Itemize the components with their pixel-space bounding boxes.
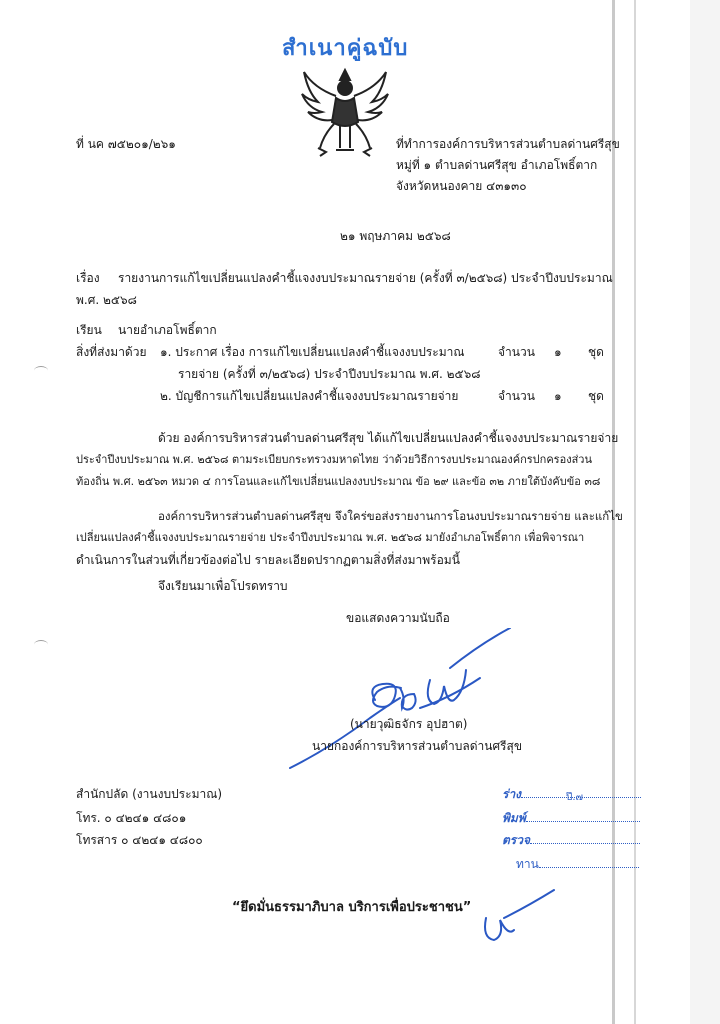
routing-check-label: ตรวจ	[502, 833, 531, 847]
subject-text-cont: พ.ศ. ๒๕๖๘	[76, 293, 137, 307]
office-address-line1: ที่ทำการองค์การบริหารส่วนตำบลด่านศรีสุข	[396, 137, 620, 151]
enclosure-qty-label: จำนวน	[498, 345, 535, 359]
routing-draft-label: ร่าง	[502, 787, 522, 801]
recipient-name: นายอำเภอโพธิ์ตาก	[118, 323, 217, 337]
subject-text: รายงานการแก้ไขเปลี่ยนแปลงคำชี้แจงงบประมาณรายจ่าย (ครั้งที่ ๓/๒๕๖๘) ประจำปีงบประมาณ	[118, 271, 613, 285]
body-paragraph-2-line2: เปลี่ยนแปลงคำชี้แจงงบประมาณรายจ่าย ประจำปีงบประมาณ พ.ศ. ๒๕๖๘ มายังอำเภอโพธิ์ตาก เพื่อพิจารณา	[76, 531, 585, 544]
routing-check-line	[530, 843, 640, 844]
enclosure-qty-label: จำนวน	[498, 389, 535, 403]
enclosure-unit: ชุด	[588, 389, 604, 403]
routing-print	[502, 810, 640, 826]
contact-fax: โทรสาร ๐ ๔๒๔๑ ๔๘๐๐	[76, 833, 203, 847]
recipient-label: เรียน	[76, 323, 102, 337]
contact-office: สำนักปลัด (งานงบประมาณ)	[76, 787, 223, 801]
page-edge-shadow	[690, 0, 720, 1024]
handwritten-signature	[280, 628, 530, 778]
body-paragraph-1-line1: ด้วย องค์การบริหารส่วนตำบลด่านศรีสุข ได้แก้ไขเปลี่ยนแปลงคำชี้แจงงบประมาณรายจ่าย	[158, 431, 619, 445]
routing-review-line	[539, 867, 639, 868]
routing-review-label: ทาน	[516, 857, 539, 871]
routing-check	[502, 832, 640, 848]
enclosure-item-2: ๒. บัญชีการแก้ไขเปลี่ยนแปลงคำชี้แจงงบประมาณรายจ่าย	[160, 389, 459, 403]
garuda-emblem	[300, 66, 390, 162]
enclosure-item-1-cont: รายจ่าย (ครั้งที่ ๓/๒๕๖๘) ประจำปีงบประมาณ พ.ศ. ๒๕๖๘	[178, 367, 481, 381]
enclosure-unit: ชุด	[588, 345, 604, 359]
enclosure-item-1: ๑. ประกาศ เรื่อง การแก้ไขเปลี่ยนแปลงคำชี้แจงงบประมาณ	[160, 345, 465, 359]
enclosure-qty: ๑	[554, 389, 562, 403]
closing-sentence: จึงเรียนมาเพื่อโปรดทราบ	[158, 579, 288, 593]
routing-draft-note: ปึ.๗	[566, 792, 584, 803]
hole-punch-mark	[34, 640, 48, 649]
initials-scribble	[474, 888, 564, 952]
subject-label: เรื่อง	[76, 271, 100, 285]
signatory-name: (นายวุฒิธจักร อุปฮาต)	[350, 717, 468, 731]
office-address-line3: จังหวัดหนองคาย ๔๓๑๓๐	[396, 179, 527, 193]
body-paragraph-2-line1: องค์การบริหารส่วนตำบลด่านศรีสุข จึงใคร่ขอส่งรายงานการโอนงบประมาณรายจ่าย และแก้ไข	[158, 509, 623, 523]
regards-text: ขอแสดงความนับถือ	[346, 611, 450, 625]
enclosures-label: สิ่งที่ส่งมาด้วย	[76, 345, 147, 359]
hole-punch-mark	[34, 366, 48, 375]
office-address-line2: หมู่ที่ ๑ ตำบลด่านศรีสุข อำเภอโพธิ์ตาก	[396, 158, 598, 172]
routing-review	[502, 856, 639, 872]
copy-stamp: สำเนาคู่ฉบับ	[282, 36, 409, 61]
routing-print-label: พิมพ์	[502, 811, 526, 825]
document-number: ที่ นค ๗๕๒๐๑/๒๖๑	[76, 137, 176, 151]
motto: “ยึดมั่นธรรมาภิบาล บริการเพื่อประชาชน”	[232, 900, 472, 915]
routing-print-line	[526, 821, 640, 822]
signatory-position: นายกองค์การบริหารส่วนตำบลด่านศรีสุข	[312, 739, 523, 753]
enclosure-qty: ๑	[554, 345, 562, 359]
document-date: ๒๑ พฤษภาคม ๒๕๖๘	[340, 229, 451, 243]
body-paragraph-2-line3: ดำเนินการในส่วนที่เกี่ยวข้องต่อไป รายละเอียดปรากฏตามสิ่งที่ส่งมาพร้อมนี้	[76, 553, 460, 567]
body-paragraph-1-line2: ประจำปีงบประมาณ พ.ศ. ๒๕๖๘ ตามระเบียบกระทรวงมหาดไทย ว่าด้วยวิธีการงบประมาณองค์กรปกครองส่วน	[76, 453, 592, 466]
body-paragraph-1-line3: ท้องถิ่น พ.ศ. ๒๕๖๓ หมวด ๔ การโอนและแก้ไขเปลี่ยนแปลงงบประมาณ ข้อ ๒๙ และข้อ ๓๒ ภายใต้บังคับข้อ ๓๘	[76, 475, 601, 488]
contact-phone: โทร. ๐ ๔๒๔๑ ๔๘๐๑	[76, 811, 187, 825]
